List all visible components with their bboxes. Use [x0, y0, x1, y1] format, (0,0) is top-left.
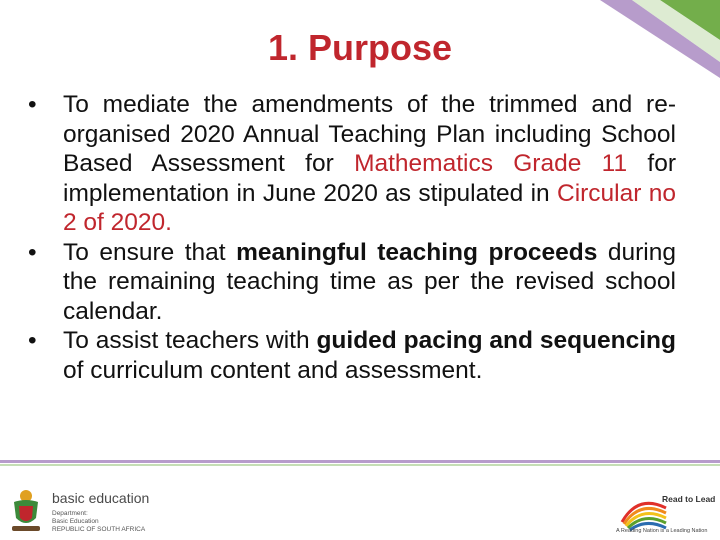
- read-to-lead-logo: [608, 488, 716, 538]
- bullet-dot: •: [28, 238, 37, 266]
- bullet-segment: Circular no 2 of 2020.: [63, 179, 676, 236]
- bullet-item: [28, 90, 676, 238]
- bullet-text: [63, 327, 676, 384]
- slide-title: 1. Purpose: [267, 27, 453, 68]
- bullet-item: [28, 238, 676, 327]
- bullet-dot: •: [28, 327, 37, 354]
- logo-title: Read to Lead: [662, 494, 716, 504]
- bullet-segment: meaningful teaching proceeds: [236, 238, 598, 266]
- logo-name: basic education: [52, 490, 150, 506]
- bullet-segment: during the remaining teaching time as per the revised school calendar.: [63, 238, 676, 325]
- footer-divider: [0, 460, 720, 463]
- logo-tagline: A Reading Nation is a Leading Nation: [616, 528, 708, 534]
- coat-of-arms-icon: [8, 488, 44, 534]
- bullet-text: [63, 91, 676, 236]
- bullet-item: [28, 326, 676, 385]
- bullet-segment: To assist teachers with: [63, 327, 317, 354]
- bullet-list: [28, 90, 676, 385]
- logo-line-2: Basic Education: [52, 518, 99, 525]
- logo-line-1: Department:: [52, 510, 88, 517]
- bullet-segment: Mathematics Grade 11: [354, 150, 628, 177]
- bullet-segment: To mediate the amendments of the trimmed and re-organised 2020 Annual Teaching Plan including School Based Assessment for: [63, 91, 676, 177]
- bullet-segment: of curriculum content and assessment.: [63, 356, 483, 384]
- footer-divider-secondary: [0, 464, 720, 466]
- bullet-segment: guided pacing and sequencing: [316, 327, 676, 354]
- bullet-segment: for implementation in June 2020 as stipulated in: [63, 150, 676, 207]
- basic-education-logo: [8, 488, 150, 536]
- logo-line-3: REPUBLIC OF SOUTH AFRICA: [52, 526, 146, 533]
- bullet-dot: •: [28, 91, 37, 118]
- bullet-segment: To ensure that: [63, 238, 237, 266]
- bullet-text: [63, 239, 676, 325]
